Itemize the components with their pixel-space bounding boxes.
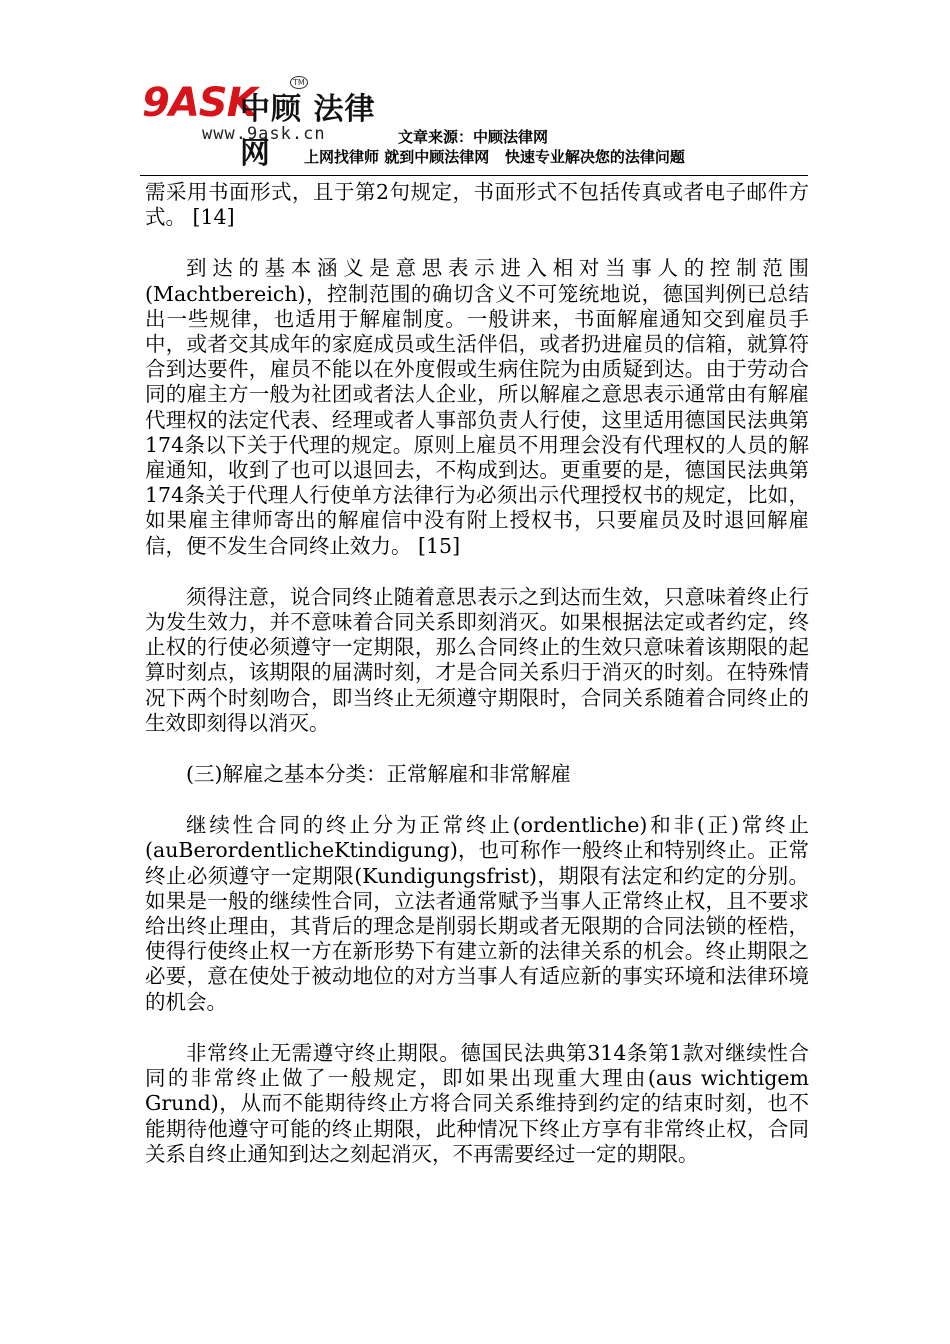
paragraph: 非常终止无需遵守终止期限。德国民法典第314条第1款对继续性合同的非常终止做了一般规定，即如果出现重大理由(aus wichtigem Grund)，从而不能期待终止方将合同关系维持到约定的结束时刻，也不能期待他遵守可能的终止期限，此种情况下终止方享有非常终止权，合同关系自终止通知到达之刻起消灭，不再需要经过一定的期限。 bbox=[145, 1040, 809, 1166]
page-header bbox=[140, 70, 808, 180]
article-body bbox=[145, 180, 809, 1193]
section-heading: (三)解雇之基本分类：正常解雇和非常解雇 bbox=[186, 762, 571, 787]
paragraph: 须得注意，说合同终止随着意思表示之到达而生效，只意味着终止行为发生效力，并不意味着合同关系即刻消灭。如果根据法定或者约定，终止权的行使必须遵守一定期限，那么合同终止的生效只意味着该期限的起算时刻点，该期限的届满时刻，才是合同关系归于消灭的时刻。在特殊情况下两个时刻吻合，即当终止无须遵守期限时，合同关系随着合同终止的生效即刻得以消灭。 bbox=[145, 584, 809, 735]
article-source: 文章来源：中顾法律网 bbox=[398, 128, 549, 146]
site-logo[interactable] bbox=[140, 76, 400, 171]
paragraph: 到达的基本涵义是意思表示进入相对当事人的控制范围(Machtbereich)，控制范围的确切含义不可笼统地说，德国判例已总结出一些规律，也适用于解雇制度。一般讲来，书面解雇通知交到雇员手中，或者交其成年的家庭成员或生活伴侣，或者扔进雇员的信箱，就算符合到达要件，雇员不能以在外度假或生病住院为由质疑到达。由于劳动合同的雇主方一般为社团或者法人企业，所以解雇之意思表示通常由有解雇代理权的法定代表、经理或者人事部负责人行使，这里适用德国民法典第174条以下关于代理的规定。原则上雇员不用理会没有代理权的人员的解雇通知，收到了也可以退回去，不构成到达。更重要的是，德国民法典第174条关于代理人行使单方法律行为必须出示代理授权书的规定，比如，如果雇主律师寄出的解雇信中没有附上授权书，只要雇员及时退回解雇信，便不发生合同终止效力。 [15] bbox=[145, 256, 809, 558]
trademark-icon: TM bbox=[290, 76, 308, 89]
header-divider bbox=[140, 175, 808, 176]
logo-site-name: 中顾 法律网 bbox=[240, 92, 376, 171]
paragraph: 继续性合同的终止分为正常终止(ordentliche)和非(正)常终止(auBerordentlicheKtindigung)，也可称作一般终止和特别终止。正常终止必须遵守一定期限(Kundigungsfrist)，期限有法定和约定的分别。如果是一般的继续性合同，立法者通常赋予当事人正常终止权，且不要求给出终止理由，其背后的理念是削弱长期或者无限期的合同法锁的桎梏，使得行使终止权一方在新形势下有建立新的法律关系的机会。终止期限之必要，意在使处于被动地位的对方当事人有适应新的事实环境和法律环境的机会。 bbox=[145, 813, 809, 1014]
site-slogan: 上网找律师 就到中顾法律网 快速专业解决您的法律问题 bbox=[304, 148, 685, 166]
logo-brand-mark: 9ASK bbox=[142, 80, 257, 126]
paragraph-continued: 需采用书面形式，且于第2句规定，书面形式不包括传真或者电子邮件方式。 [14] bbox=[145, 180, 809, 230]
logo-url: www.9ask.cn bbox=[202, 124, 326, 144]
